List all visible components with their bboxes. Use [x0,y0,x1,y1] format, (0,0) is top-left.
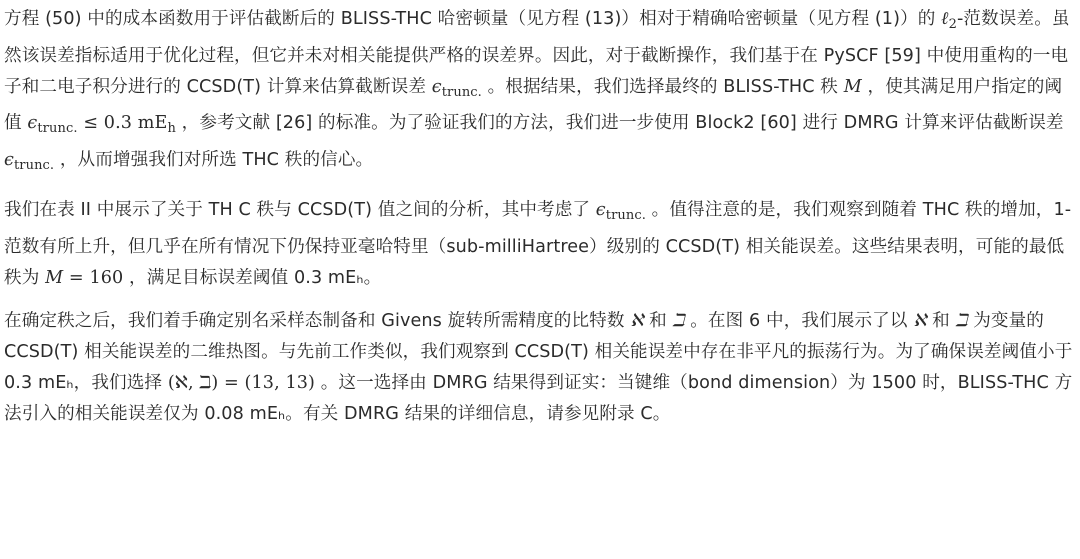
math-symbol: ℵ [630,311,644,332]
math-subscript: trunc. [37,121,78,137]
text-run: 我们在表 II 中展示了关于 TH C 秩与 CCSD(T) 值之间的分析，其中考虑了 [4,199,596,220]
math-symbol: ϵ [4,150,14,171]
math-subscript: h [167,121,176,137]
paragraph-precision-bits [4,306,1074,429]
math-subscript: trunc. [13,158,55,174]
math-symbol: M [843,76,862,97]
text-run: 。根据结果，我们选择最终的 BLISS-THC 秩 [481,76,844,97]
math-symbol: ℶ [672,311,685,332]
math-expression: (ℵ, ℶ) = (13, 13) [167,372,316,393]
math-subscript: trunc. [441,84,482,100]
text-run: 为变量的 CCSD(T) 相关能误差的二维热图。与先前工作类似，我们观察到 CCSD(T) 相关能误差中存在非平凡的振荡行为。为了确保误差阈值小于 0.3 mEₕ，我们选择 [4,311,1073,393]
math-symbol: ϵ [595,199,606,220]
math-symbol: ϵ [27,113,38,134]
paragraph-thc-rank-analysis [4,195,1074,293]
text-run: 。这一选择由 DMRG 结果得到证实：当键维（bond dimension）为 1500 时，BLISS-THC 方法引入的相关能误差仅为 0.08 mEₕ。有关 DMRG 结果的详细信息，请参见附录 C。 [4,372,1073,424]
math-subscript: trunc. [605,207,646,223]
document-body [4,0,1074,430]
math-symbol: M [45,267,64,288]
text-run: -范数误差。虽然该误差指标适用于优化过程，但它并未对相关能提供严格的误差界。因此，对于截断操作，我们基于在 PySCF [59] 中使用重构的一电子和二电子积分进行的 CCSD(T) 计算来估算截断误差 [4,9,1070,97]
text-run: 方程 (50) 中的成本函数用于评估截断后的 BLISS-THC 哈密顿量（见方程 (13)）相对于精确哈密顿量（见方程 (1)）的 [4,9,942,29]
text-run: ，满足目标误差阈值 0.3 mEₕ。 [123,267,382,288]
math-subscript: 2 [948,17,957,32]
text-run: ，从而增强我们对所选 THC 秩的信心。 [54,150,374,171]
text-run: 。值得注意的是，我们观察到随着 THC 秩的增加，1-范数有所上升，但几乎在所有情况下仍保持亚毫哈特里（sub-milliHartree）级别的 CCSD(T) 相关能误差。这些结果表明，可能的最低秩为 [4,199,1072,288]
paragraph-truncation-method [4,0,1074,182]
math-symbol: ℶ [955,311,968,332]
text-run: 在确定秩之后，我们着手确定别名采样态制备和 Givens 旋转所需精度的比特数 [4,311,631,332]
math-expression: ≤ 0.3 mE [77,113,168,134]
text-run: ，使其满足用户指定的阈值 [4,76,1063,134]
math-symbol: ℵ [913,311,927,332]
text-run: ，参考文献 [26] 的标准。为了验证我们的方法，我们进一步使用 Block2 [60] 进行 DMRG 计算来评估截断误差 [175,113,1064,134]
text-run: 和 [643,311,673,332]
math-symbol: ϵ [431,76,442,97]
math-expression: = 160 [63,267,124,288]
math-symbol: ℓ [941,9,949,29]
text-run: 和 [926,311,956,332]
text-run: 。在图 6 中，我们展示了以 [684,311,914,332]
